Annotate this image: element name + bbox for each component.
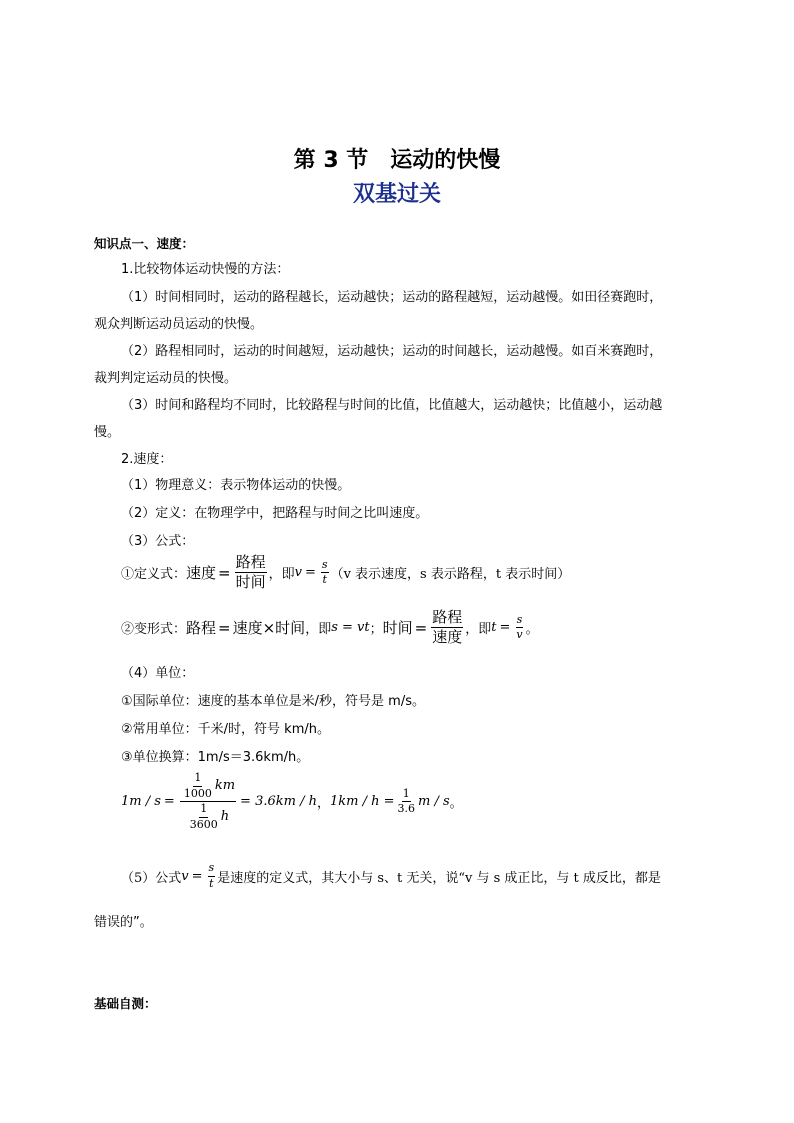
speed-variable: v [294,565,302,581]
fraction-numerator: 1 [402,788,411,803]
fraction-denominator [186,802,230,831]
equals-sign: = [163,794,175,810]
method-2-line-1: （2）路程相同时，运动的时间越短，运动越快；运动的时间越长，运动越慢。如百米赛跑时， [121,344,663,359]
fraction-denominator: v [516,628,523,642]
distance-expression: s = vt [331,620,370,636]
unit-h: h [220,808,230,824]
formula-heading: （3）公式： [121,534,195,549]
fraction-numerator: 路程 [431,609,463,628]
formula-label: ①定义式： [121,567,187,583]
fraction-denominator: 时间 [235,573,266,592]
period: 。 [525,622,539,638]
fraction-denominator: t [322,573,327,587]
conversion-lhs: 1km / h = [329,794,395,810]
unit-km: km [214,777,236,793]
fraction-denominator: 3.6 [397,802,416,816]
separator-text: ； [369,622,383,638]
conversion-result: = 3.6km / h [240,794,317,810]
definition: （2）定义：在物理学中，把路程与时间之比叫速度。 [121,506,429,521]
fraction [189,803,219,831]
equals-sign: = [218,563,231,582]
fraction [515,614,523,642]
method-1-line-2: 观众判断运动员运动的快慢。 [94,317,264,332]
fraction [208,862,216,890]
fraction-numerator: 1 [199,803,208,818]
formula-lhs: 路程 [186,619,217,638]
page-title: 第 3 节 运动的快慢 [293,148,501,173]
si-unit: ①国际单位：速度的基本单位是米/秒，符号是 m/s。 [121,694,425,709]
fraction-numerator [180,772,236,802]
formula-rhs: 速度×时间 [232,619,306,638]
equals-sign: = [218,618,231,637]
conversion-result: m / s [418,794,450,810]
formula-lhs: 速度 [186,564,217,583]
common-unit: ②常用单位：千米/时，符号 km/h。 [121,722,330,737]
unit-conversion: ③单位换算：1m/s＝3.6km/h。 [121,750,310,765]
fraction [321,559,329,587]
variant-formula [121,609,539,647]
method-1-line-1: （1）时间相同时，运动的路程越长，运动越快；运动的路程越短，运动越慢。如田径赛跑时， [121,290,663,305]
separator-text: ， [316,796,330,812]
separator-text: ，即 [268,567,295,583]
conversion-formula [121,772,463,832]
method-3-line-1: （3）时间和路程均不同时，比较路程与时间的比值，比值越大，运动越快；比值越小，运动越 [121,398,663,413]
fraction-denominator: 3600 [189,817,218,831]
method-2-line-2: 裁判判定运动员的快慢。 [94,371,238,386]
physical-meaning: （1）物理意义：表示物体运动的快慢。 [121,478,351,493]
fraction-denominator: t [209,876,214,890]
formula-label: ②变形式： [121,622,187,638]
units-heading: （4）单位： [121,666,195,681]
equals-sign: = [414,618,428,637]
fraction-numerator: s [208,862,216,877]
fraction-numerator: s [321,559,329,574]
definition-formula [121,554,570,592]
equals-sign: = [499,620,511,636]
section-heading-self-test: 基础自测： [94,996,157,1011]
note-prefix: （5）公式 [121,870,182,886]
fraction-numerator: 路程 [235,554,267,573]
period: 。 [449,796,463,812]
formula-note-5 [121,862,661,890]
fraction-numerator: 1 [193,772,202,787]
fraction [183,772,213,800]
section-heading-speed: 知识点一、速度： [94,236,195,251]
time-variable: t [491,620,497,636]
equals-sign: = [305,565,316,581]
separator-text: ，即 [305,622,332,638]
formula-lhs: 时间 [382,619,413,638]
separator-text: ，即 [465,622,492,638]
fraction [235,554,267,592]
page-subtitle: 双基过关 [352,182,441,207]
speed-heading: 2.速度： [121,452,173,467]
fraction [431,609,463,647]
compare-methods-heading: 1.比较物体运动快慢的方法： [121,262,290,277]
note-text: 是速度的定义式，其大小与 s、t 无关，说“v 与 s 成正比，与 t 成反比，都是 [217,870,661,886]
fraction [397,788,417,816]
formula-note: （v 表示速度，s 表示路程，t 表示时间） [330,567,571,583]
compound-fraction [180,772,236,832]
fraction-denominator: 速度 [432,628,463,647]
equals-sign: = [191,868,203,884]
speed-variable: v [181,868,189,884]
fraction-numerator: s [516,614,524,629]
conversion-lhs: 1m / s [121,794,161,810]
method-3-line-2: 慢。 [94,425,121,440]
formula-note-5-line-2: 错误的”。 [94,915,153,930]
fraction-denominator: 1000 [183,786,212,800]
